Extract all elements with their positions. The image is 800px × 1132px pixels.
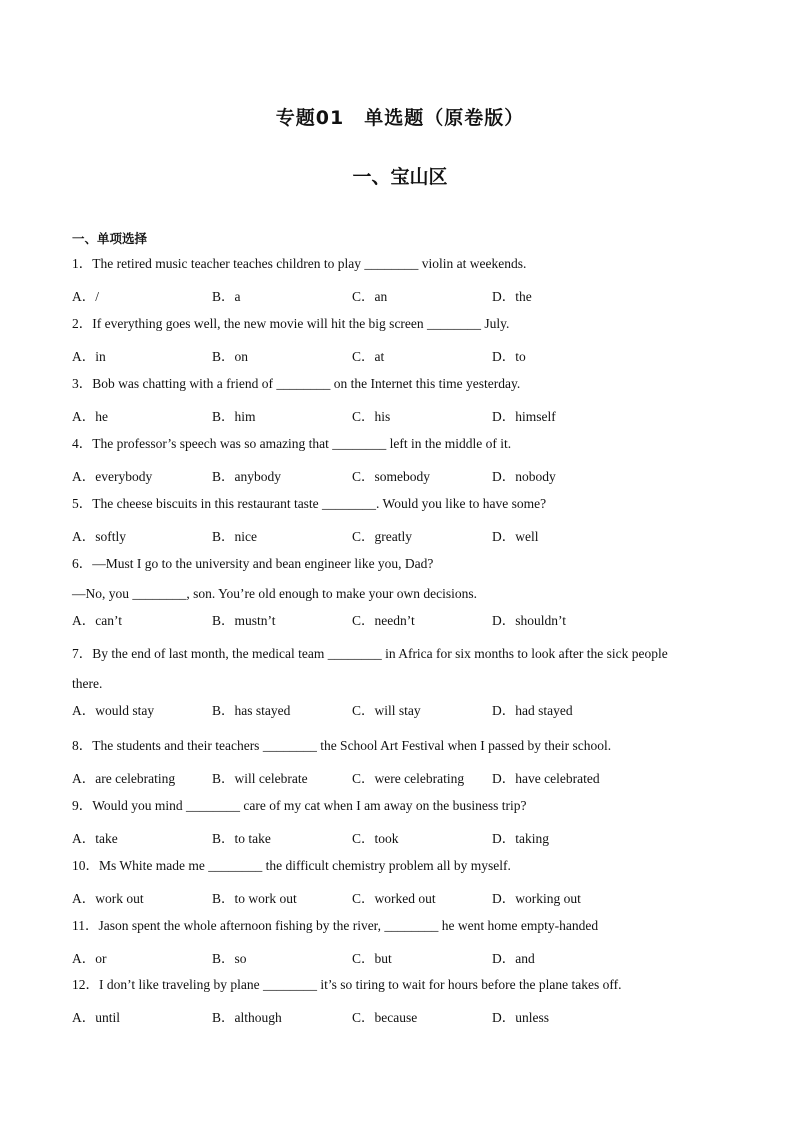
district-heading: 一、宝山区 [352, 166, 448, 188]
question-stem: 7．By the end of last month, the medical team ________ in Africa for six months to look after the sick people [72, 646, 668, 661]
question-stem-continued: —No, you ________, son. You’re old enough to make your own decisions. [72, 586, 477, 601]
answer-option: B．on [212, 349, 249, 364]
answer-options [72, 887, 732, 907]
answer-options [72, 827, 732, 847]
answer-options [72, 699, 732, 719]
answer-option: A．or [72, 951, 107, 966]
answer-option: C．somebody [352, 469, 431, 484]
answer-option: A．softly [72, 529, 126, 544]
answer-option: B．nice [212, 529, 257, 544]
answer-option: B．a [212, 289, 241, 304]
answer-option: B．to take [212, 831, 271, 846]
answer-option: D．the [492, 289, 532, 304]
answer-option: A．/ [72, 289, 99, 304]
answer-option: D．shouldn’t [492, 613, 567, 628]
answer-option: D．working out [492, 891, 581, 906]
answer-options [72, 947, 732, 967]
question-stem: 12．I don’t like traveling by plane ________ it’s so tiring to wait for hours before the plane takes off. [72, 977, 622, 992]
answer-option: D．had stayed [492, 703, 573, 718]
answer-option: C．were celebrating [352, 771, 465, 786]
answer-options [72, 609, 732, 629]
answer-options [72, 465, 732, 485]
answer-option: C．but [352, 951, 392, 966]
answer-option: C．greatly [352, 529, 412, 544]
answer-option: A．would stay [72, 703, 155, 718]
question-stem: 8．The students and their teachers ________ the School Art Festival when I passed by their school. [72, 738, 612, 753]
answer-option: C．worked out [352, 891, 436, 906]
answer-option: A．work out [72, 891, 144, 906]
question-stem: 5．The cheese biscuits in this restaurant taste ________. Would you like to have some? [72, 496, 547, 511]
question-stem-continued: there. [72, 676, 103, 691]
answer-option: C．will stay [352, 703, 421, 718]
answer-option: B．will celebrate [212, 771, 308, 786]
answer-option: A．until [72, 1010, 121, 1025]
question-stem: 4．The professor’s speech was so amazing that ________ left in the middle of it. [72, 436, 512, 451]
answer-option: C．his [352, 409, 391, 424]
answer-option: A．he [72, 409, 108, 424]
answer-options [72, 405, 732, 425]
question-stem: 6．—Must I go to the university and bean engineer like you, Dad? [72, 556, 434, 571]
question-stem: 11．Jason spent the whole afternoon fishing by the river, ________ he went home empty-handed [72, 918, 599, 933]
question-stem: 10．Ms White made me ________ the difficult chemistry problem all by myself. [72, 858, 511, 873]
answer-options [72, 285, 732, 305]
answer-option: A．everybody [72, 469, 153, 484]
answer-option: A．take [72, 831, 118, 846]
answer-option: B．has stayed [212, 703, 291, 718]
answer-option: D．taking [492, 831, 549, 846]
answer-option: D．nobody [492, 469, 556, 484]
answer-option: D．himself [492, 409, 556, 424]
answer-option: D．and [492, 951, 535, 966]
answer-option: B．although [212, 1010, 282, 1025]
answer-options [72, 525, 732, 545]
answer-option: C．an [352, 289, 388, 304]
answer-option: A．can’t [72, 613, 122, 628]
answer-options [72, 1006, 732, 1026]
question-stem: 3．Bob was chatting with a friend of ________ on the Internet this time yesterday. [72, 376, 521, 391]
answer-option: D．unless [492, 1010, 549, 1025]
answer-option: B．so [212, 951, 247, 966]
answer-option: B．to work out [212, 891, 297, 906]
answer-option: A．are celebrating [72, 771, 176, 786]
question-stem: 1．The retired music teacher teaches children to play ________ violin at weekends. [72, 256, 527, 271]
answer-option: A．in [72, 349, 106, 364]
section-heading: 一、单项选择 [72, 231, 148, 246]
answer-option: B．mustn’t [212, 613, 276, 628]
answer-option: C．took [352, 831, 399, 846]
answer-option: C．at [352, 349, 385, 364]
question-stem: 2．If everything goes well, the new movie will hit the big screen ________ July. [72, 316, 510, 331]
answer-option: C．because [352, 1010, 418, 1025]
page-title: 专题01 单选题（原卷版） [275, 107, 525, 129]
answer-option: B．him [212, 409, 256, 424]
answer-option: D．well [492, 529, 539, 544]
answer-options [72, 767, 732, 787]
answer-option: D．have celebrated [492, 771, 600, 786]
answer-option: B．anybody [212, 469, 281, 484]
answer-option: D．to [492, 349, 526, 364]
answer-option: C．needn’t [352, 613, 415, 628]
answer-options [72, 345, 732, 365]
question-stem: 9．Would you mind ________ care of my cat when I am away on the business trip? [72, 798, 527, 813]
